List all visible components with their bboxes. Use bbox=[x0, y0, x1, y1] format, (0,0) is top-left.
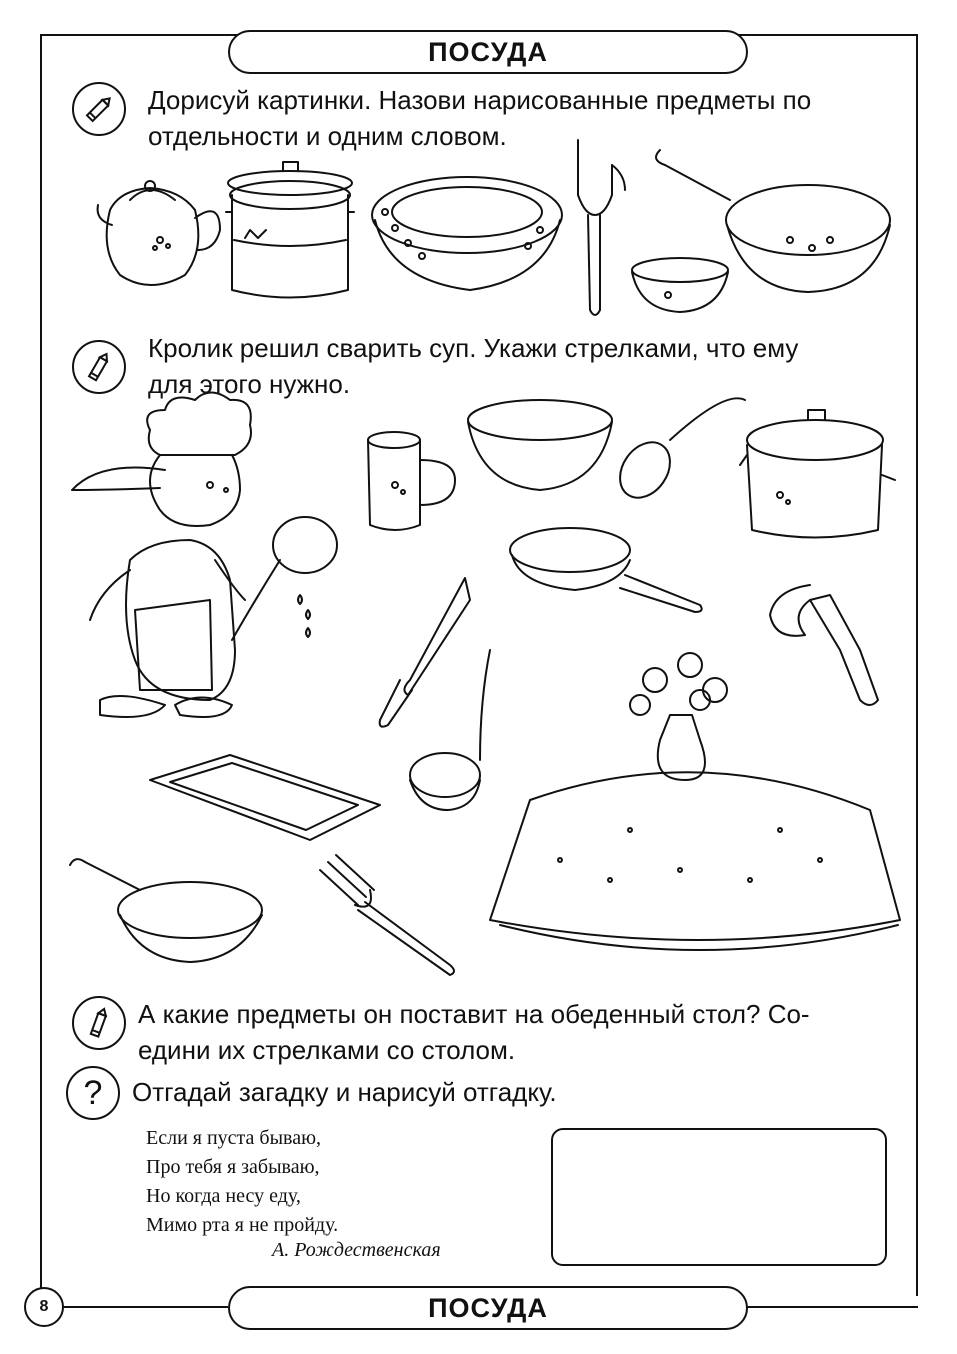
question-icon: ? bbox=[66, 1066, 120, 1120]
deep-bowl-illustration bbox=[468, 400, 612, 490]
knife-illustration bbox=[380, 578, 470, 727]
table-fork-illustration bbox=[320, 855, 454, 975]
teapot-illustration bbox=[98, 181, 220, 285]
frying-pan-with-handle-illustration bbox=[510, 528, 702, 612]
task-3-instruction: А какие предметы он поставит на обеденный стол? Со- едини их стрелками со столом. bbox=[138, 999, 810, 1065]
tray-illustration bbox=[150, 755, 380, 840]
pot-with-lid-illustration bbox=[226, 162, 354, 298]
riddle-author: А. Рождественская bbox=[272, 1239, 441, 1261]
colander-illustration bbox=[372, 177, 562, 290]
mug-illustration bbox=[368, 432, 455, 530]
rabbit-chef-illustration bbox=[72, 393, 337, 718]
task-4-instruction: Отгадай загадку и нарисуй отгадку. bbox=[132, 1077, 557, 1107]
can-opener-illustration bbox=[770, 585, 878, 705]
frying-pan-illustration bbox=[656, 150, 890, 292]
task-1-instruction: Дорисуй картинки. Назови нарисованные предметы по отдельности и одним словом. bbox=[148, 85, 812, 151]
task-2-instruction: Кролик решил сварить суп. Укажи стрелками, что ему для этого нужно. bbox=[148, 333, 799, 399]
riddle-poem: Если я пуста бываю, Про тебя я забываю, Но когда несу еду, Мимо рта я не пройду. bbox=[146, 1127, 339, 1236]
fork-illustration bbox=[578, 140, 625, 315]
page-title: ПОСУДА bbox=[228, 30, 748, 74]
page-number: 8 bbox=[24, 1287, 64, 1327]
sieve-illustration bbox=[70, 859, 262, 962]
small-bowl-illustration bbox=[632, 258, 728, 312]
footer-title: ПОСУДА bbox=[228, 1286, 748, 1330]
spoon-illustration bbox=[610, 398, 745, 507]
saucepan-illustration bbox=[740, 410, 895, 538]
table-with-vase-illustration bbox=[490, 653, 900, 950]
